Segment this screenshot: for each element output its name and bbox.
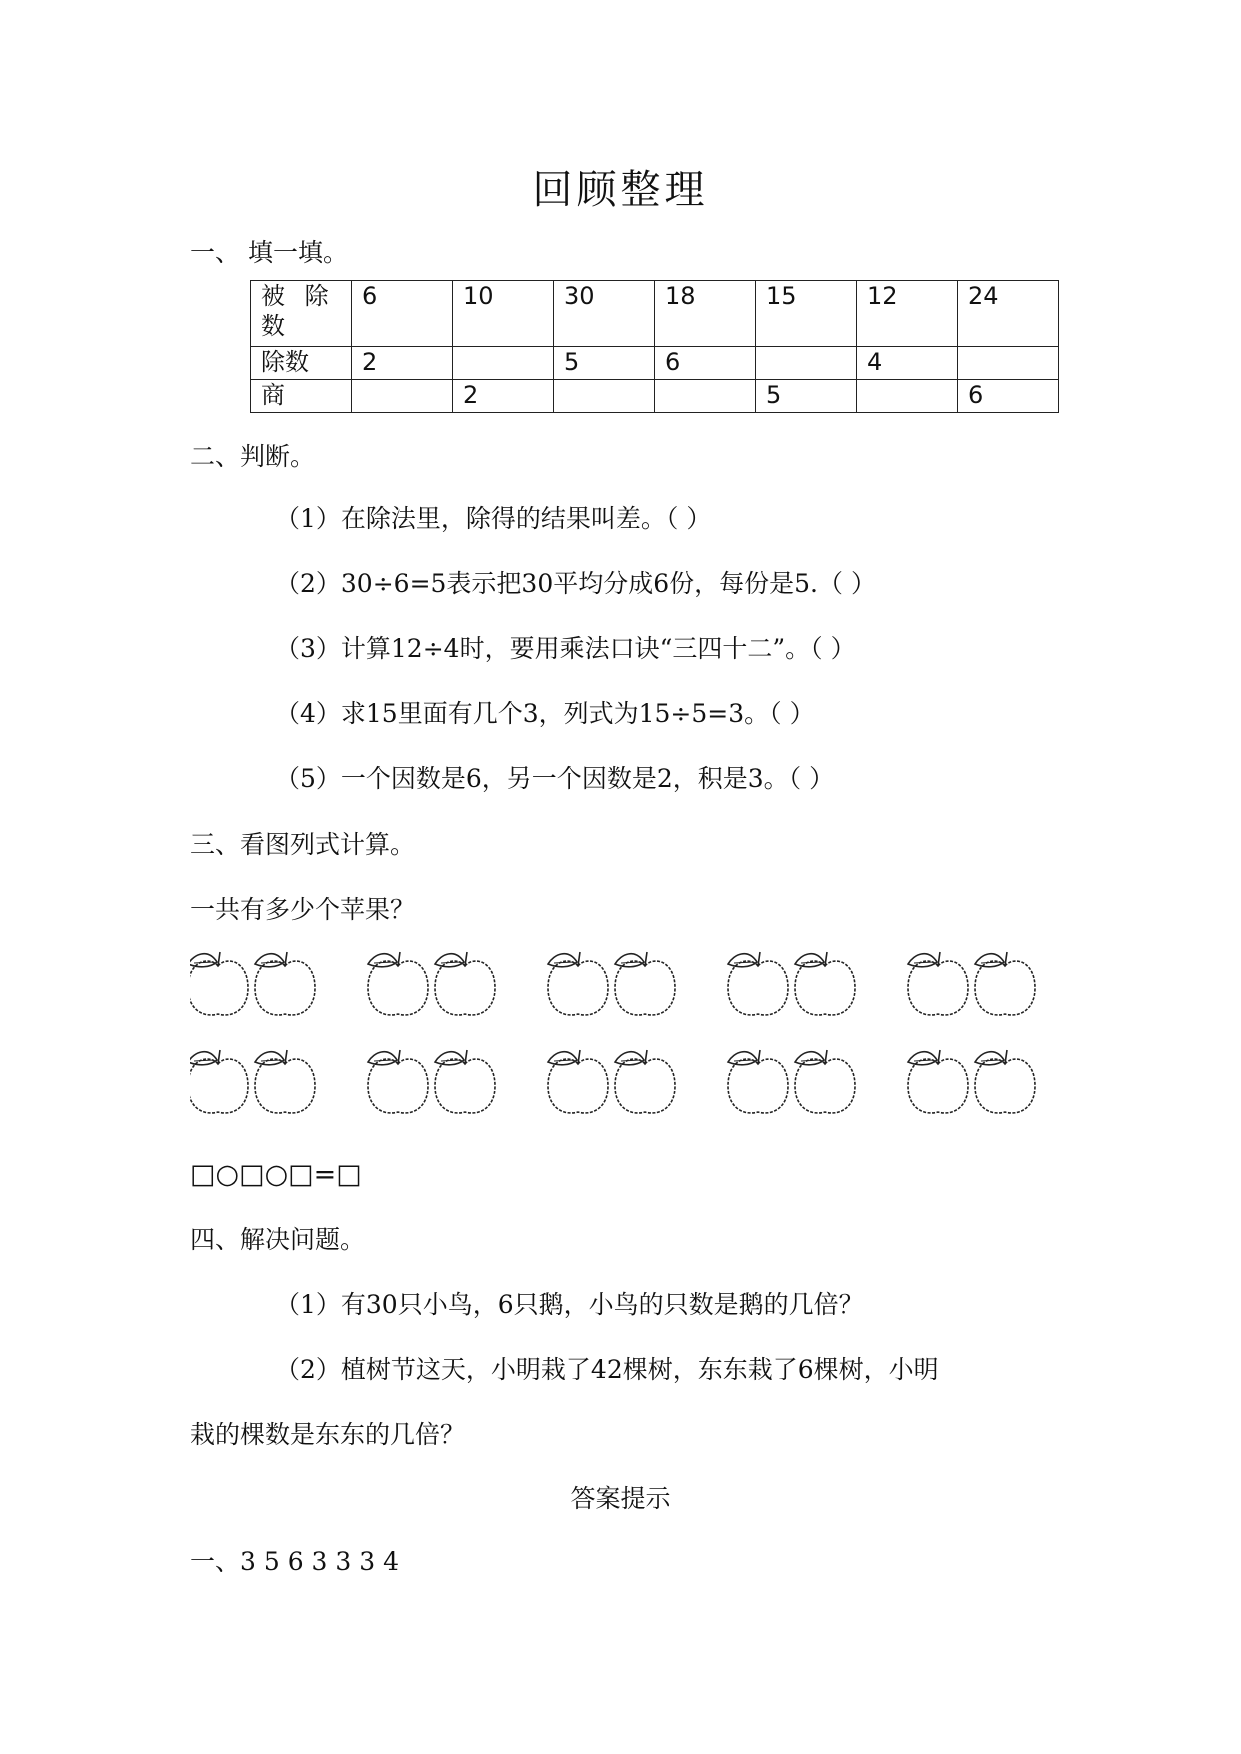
table-cell: 12 — [857, 281, 958, 347]
table-row — [251, 380, 1059, 413]
apple-icon — [190, 1050, 248, 1113]
table-cell — [554, 380, 655, 413]
table-cell — [857, 380, 958, 413]
table-cell — [756, 347, 857, 380]
judge-item: （4）求15里面有几个3，列式为15÷5=3。（ ） — [275, 699, 815, 728]
table-cell: 10 — [453, 281, 554, 347]
table-row — [251, 281, 1059, 347]
table-cell: 4 — [857, 347, 958, 380]
table-row — [251, 347, 1059, 380]
table-cell: 5 — [554, 347, 655, 380]
judge-item: （3）计算12÷4时，要用乘法口诀“三四十二”。（ ） — [275, 634, 856, 663]
apple-icon — [255, 952, 315, 1015]
section1-heading: 一、 填一填。 — [190, 238, 348, 267]
answers-heading: 答案提示 — [570, 1484, 671, 1513]
table-cell: 24 — [958, 281, 1059, 347]
problem-item-continued: 栽的棵数是东东的几倍？ — [190, 1420, 466, 1449]
answer-line: 一、3 5 6 3 3 3 4 — [190, 1547, 400, 1576]
table-cell: 6 — [655, 347, 756, 380]
table-cell — [655, 380, 756, 413]
table-cell: 6 — [958, 380, 1059, 413]
page-title: 回顾整理 — [532, 167, 709, 213]
table-cell: 2 — [453, 380, 554, 413]
apple-icon — [548, 1050, 608, 1113]
apple-icon — [435, 952, 495, 1015]
table-cell: 18 — [655, 281, 756, 347]
apple-icon — [190, 952, 248, 1015]
table-cell: 2 — [352, 347, 453, 380]
table-cell: 6 — [352, 281, 453, 347]
row-label-dividend: 被 除 数 — [251, 281, 352, 347]
section2-heading: 二、判断。 — [190, 442, 316, 471]
judge-item: （1）在除法里，除得的结果叫差。（ ） — [275, 504, 712, 533]
apple-icon — [795, 1050, 855, 1113]
problem-item: （2）植树节这天，小明栽了42棵树，东东栽了6棵树，小明 — [275, 1355, 939, 1384]
table-cell — [352, 380, 453, 413]
apple-icon — [908, 1050, 968, 1113]
apple-icon — [908, 952, 968, 1015]
apple-icon — [368, 1050, 428, 1113]
table-cell — [958, 347, 1059, 380]
table-cell: 30 — [554, 281, 655, 347]
table-cell — [453, 347, 554, 380]
row-label-divisor: 除数 — [251, 347, 352, 380]
apple-icon — [795, 952, 855, 1015]
apple-question: 一共有多少个苹果？ — [190, 895, 416, 924]
apple-icon — [975, 952, 1035, 1015]
problem-item: （1）有30只小鸟，6只鹅，小鸟的只数是鹅的几倍？ — [275, 1290, 864, 1319]
apple-icon — [368, 952, 428, 1015]
formula-blanks: □○□○□=□ — [190, 1159, 362, 1190]
section4-heading: 四、解决问题。 — [190, 1225, 366, 1254]
apple-icon — [615, 1050, 675, 1113]
apple-icon — [728, 952, 788, 1015]
apple-icon — [728, 1050, 788, 1113]
judge-item: （2）30÷6=5表示把30平均分成6份，每份是5.（ ） — [275, 569, 876, 598]
apple-icon — [975, 1050, 1035, 1113]
apple-icon — [435, 1050, 495, 1113]
division-table — [250, 280, 1059, 413]
apple-illustration — [190, 948, 1070, 1118]
apple-icon — [615, 952, 675, 1015]
row-label-quotient: 商 — [251, 380, 352, 413]
section3-heading: 三、看图列式计算。 — [190, 830, 416, 859]
table-cell: 15 — [756, 281, 857, 347]
apple-icon — [548, 952, 608, 1015]
apple-icon — [255, 1050, 315, 1113]
judge-item: （5）一个因数是6，另一个因数是2，积是3。（ ） — [275, 764, 835, 793]
table-cell: 5 — [756, 380, 857, 413]
